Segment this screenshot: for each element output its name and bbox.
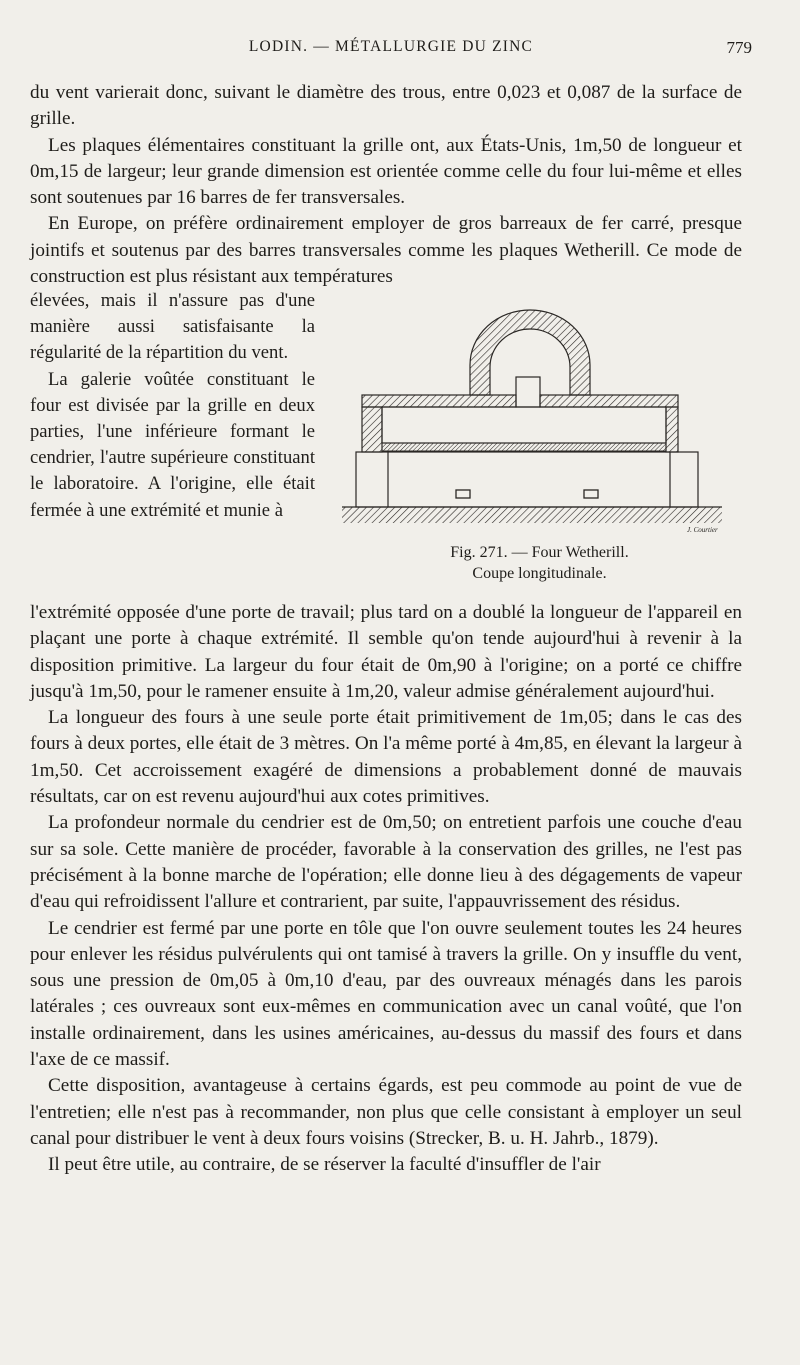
- wall-right: [666, 407, 678, 452]
- wall-left: [362, 407, 382, 452]
- page-number: 779: [726, 38, 752, 57]
- paragraph: La galerie voûtée constituant le four est divisée par la grille en deux parties, l'une inférieure formant le cendrier, l'autre supérieure constituant le laboratoire. A l'origine, elle était fermée à une extrémité et munie à: [30, 368, 315, 521]
- figure-caption-title: Fig. 271. — Four Wetherill.: [450, 544, 629, 561]
- laboratory-chamber: [382, 407, 666, 443]
- ash-pit: [356, 452, 698, 507]
- paragraph: Cette disposition, avantageuse à certains égards, est peu commode au point de vue de l'entretien; elle n'est pas à recommander, non plus que celle consistant à employer un seul canal pour distribuer le vent à deux fours voisins (Strecker, B. u. H. Jahrb., 1879).: [30, 1075, 742, 1149]
- grate: [382, 443, 666, 451]
- ground: [342, 507, 722, 523]
- running-title: LODIN. — MÉTALLURGIE DU ZINC: [248, 38, 534, 55]
- paragraph: Le cendrier est fermé par une porte en tôle que l'on ouvre seulement toutes les 24 heures pour enlever les résidus pulvérulents qui ont tamisé à travers la grille. On y insuffle du vent, sous une pression de 0m,05 à 0m,10 d'eau, par des ouvreaux ménagés dans les parois latérales ; ces ouvreaux sont eux-mêmes en communication avec un canal voûté, que l'on installe ordinairement, dans les usines américaines, au-dessus du massif des fours et dans l'axe de ce massif.: [30, 917, 742, 1071]
- paragraph: Il peut être utile, au contraire, de se réserver la faculté d'insuffler de l'air: [48, 1154, 601, 1176]
- paragraph: Les plaques élémentaires constituant la grille ont, aux États-Unis, 1m,50 de longueur et 0m,15 de largeur; leur grande dimension est orientée comme celle du four lui-même et elles sont soutenues par 16 barres de fer transversales.: [30, 134, 742, 209]
- figure-four-wetherill: [342, 305, 752, 595]
- air-port-left: [456, 490, 470, 498]
- furnace-section-drawing: [342, 305, 752, 540]
- text-block-beside-figure: [30, 288, 315, 524]
- paragraph: du vent varierait donc, suivant le diamètre des trous, entre 0,023 et 0,087 de la surface de grille.: [30, 82, 742, 130]
- paragraph: La longueur des fours à une seule porte était primitivement de 1m,05; dans le cas des fours à deux portes, elle était de 3 mètres. On l'a même porté à 4m,85, en élevant la largeur à 1m,50. Cet accroissement exagéré de dimensions a probablement donné de mauvais résultats, car on est revenu aujourd'hui aux cotes primitives.: [30, 707, 742, 808]
- figure-caption-subtitle: Coupe longitudinale.: [472, 565, 607, 582]
- paragraph: La profondeur normale du cendrier est de 0m,50; on entretient parfois une couche d'eau sur sa sole. Cette manière de procéder, favorable à la conservation des grilles, ne l'est pas précisément à la bonne marche de l'opération; elle donne lieu à des dégagements de vapeur d'eau qui refroidissent l'allure et contrarient, par suite, l'appauvrissement des résidus.: [30, 812, 742, 913]
- air-port-right: [584, 490, 598, 498]
- text-block-top: [30, 80, 742, 290]
- text-block-bottom: [30, 600, 742, 1179]
- engraver-signature: J. Courtier: [687, 526, 718, 534]
- paragraph: l'extrémité opposée d'une porte de travail; plus tard on a doublé la longueur de l'appareil en plaçant une porte à chaque extrémité. Il semble qu'on tende aujourd'hui à revenir à la disposition primitive. La largeur du four était de 0m,90 à l'origine; on a porté ce chiffre jusqu'à 1m,50, pour le ramener ensuite à 1m,20, valeur admise généralement aujourd'hui.: [30, 602, 742, 702]
- page-header: [30, 38, 752, 60]
- paragraph: élevées, mais il n'assure pas d'une manière aussi satisfaisante la régularité de la répartition du vent.: [30, 290, 315, 364]
- shaft-opening: [516, 377, 540, 407]
- vault-slab-right: [540, 395, 678, 407]
- vault-slab-left: [362, 395, 516, 407]
- paragraph: En Europe, on préfère ordinairement employer de gros barreaux de fer carré, presque jointifs et soutenus par des barres transversales comme les plaques Wetherill. Ce mode de construction est plus résistant aux températures: [30, 213, 742, 288]
